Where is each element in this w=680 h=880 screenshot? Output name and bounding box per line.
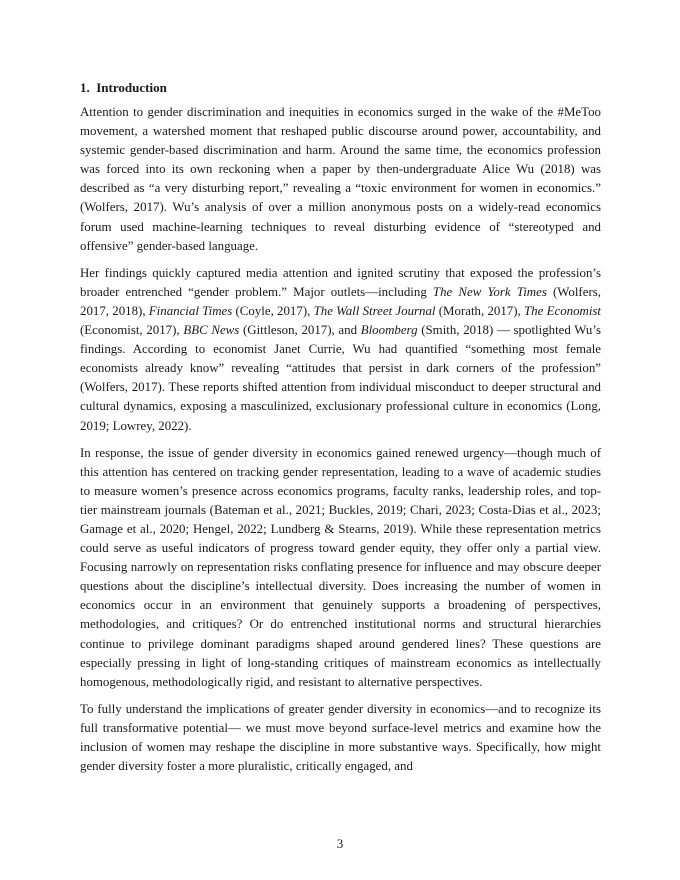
paragraph-2 xyxy=(80,264,601,436)
outlet-name: BBC News xyxy=(183,323,240,338)
text-run: Her findings quickly captured media attention and ignited scrutiny that exposed the profession’s broader entrenched “gender problem.” Major outlets—including xyxy=(80,265,601,299)
page-number: 3 xyxy=(336,836,344,851)
text-run: (Coyle, 2017), xyxy=(232,303,314,318)
text-run: (Gittleson, 2017), and xyxy=(239,323,361,338)
outlet-name: The Economist xyxy=(524,303,602,318)
outlet-name: The New York Times xyxy=(432,284,547,299)
section-title: Introduction xyxy=(96,80,167,95)
outlet-name: The Wall Street Journal xyxy=(313,303,436,318)
paragraph-3: In response, the issue of gender diversity in economics gained renewed urgency—though much of this attention has centered on tracking gender representation, leading to a wave of academic studies to measure women’s presence across economics programs, faculty ranks, leadership roles, and top-tier mainstream journals (Bateman et al., 2021; Buckles, 2019; Chari, 2023; Costa-Dias et al., 2023; Gamage et al., 2020; Hengel, 2022; Lundberg & Stearns, 2019). While these representation metrics could serve as useful indicators of progress toward gender equity, they offer only a partial view. Focusing narrowly on representation risks conflating presence for influence and may obscure deeper questions about the discipline’s intellectual diversity. Does increasing the number of women in economics occur in an environment that genuinely supports a broadening of perspectives, methodologies, and critiques? Or do entrenched institutional norms and structural hierarchies continue to privilege dominant paradigms shaped around gendered lines? These questions are especially pressing in light of long-standing critiques of mainstream economics as intellectually homogenous, methodologically rigid, and resistant to alternative perspectives. xyxy=(80,445,601,689)
outlet-name: Bloomberg xyxy=(360,323,418,338)
paragraph-1: Attention to gender discrimination and inequities in economics surged in the wake of the #MeToo movement, a watershed moment that reshaped public discourse around power, accountability, and systemic gender-based discrimination and harm. Around the same time, the economics profession was forced into its own reckoning when a paper by then-undergraduate Alice Wu (2018) was described as “a very disturbing report,” revealing a “toxic environment for women in economics.” (Wolfers, 2017). Wu’s analysis of over a million anonymous posts on a widely-read economics forum used machine-learning techniques to reveal disturbing evidence of “stereotyped and offensive” gender-based language. xyxy=(80,105,601,253)
text-run: (Morath, 2017), xyxy=(435,303,525,318)
outlet-name: Financial Times xyxy=(148,303,233,318)
section-heading xyxy=(80,78,601,97)
paragraph-4: To fully understand the implications of greater gender diversity in economics—and to recognize its full transformative potential— we must move beyond surface-level metrics and examine how the inclusion of women may reshape the discipline in more substantive ways. Specifically, how might gender diversity foster a more pluralistic, critically engaged, and xyxy=(80,701,601,774)
document-page xyxy=(80,78,601,784)
text-run: (Wolfers, 2017, 2018), xyxy=(80,284,601,318)
text-run: (Economist, 2017), xyxy=(80,323,184,338)
section-number: 1. xyxy=(80,80,90,95)
text-run: (Smith, 2018) — spotlighted Wu’s findings. According to economist Janet Currie, Wu had quantified “something most female economists already know” revealing “attitudes that persist in dark corners of the profession” (Wolfers, 2017). These reports shifted attention from individual misconduct to deeper structural and cultural dynamics, exposing a masculinized, exclusionary professional culture in economics (Long, 2019; Lowrey, 2022). xyxy=(80,323,601,433)
